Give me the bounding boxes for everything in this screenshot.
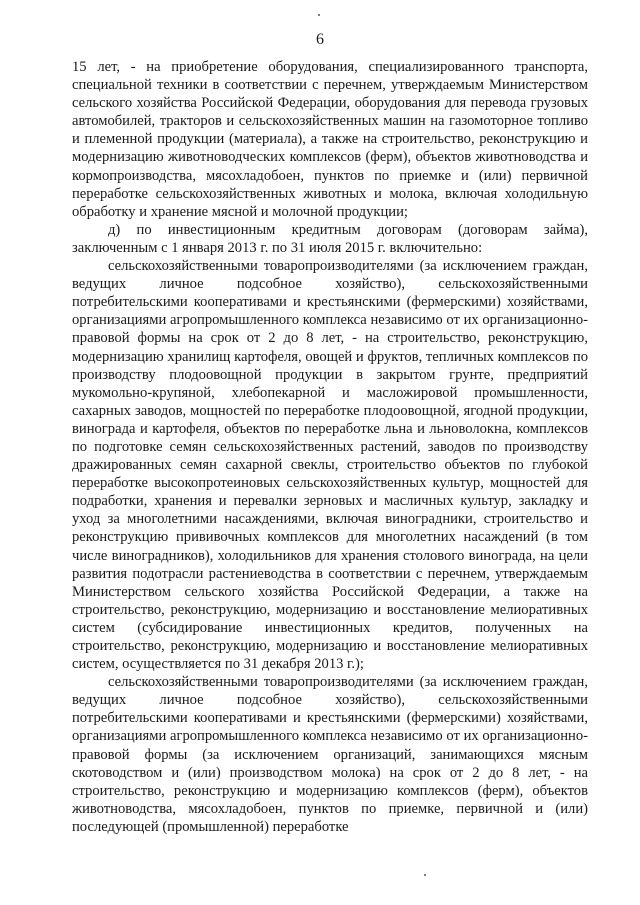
scan-speck xyxy=(424,874,426,876)
scan-speck xyxy=(318,14,320,16)
paragraph-crop-production: сельскохозяйственными товаропроизводителями (за исключением граждан, ведущих личное подсобное хозяйство), сельскохозяйственными потребительскими кооперативами и крестьянскими (фермерскими) хозяйствами, организациями агропромышленного комплекса независимо от их организационно-правовой формы на срок от 2 до 8 лет, - на строительство, реконструкцию, модернизацию хранилищ картофеля, овощей и фруктов, тепличных комплексов по производству плодоовощной продукции в закрытом грунте, предприятий мукомольно-крупяной, хлебопекарной и масложировой промышленности, сахарных заводов, мощностей по переработке плодоовощной, ягодной продукции, винограда и картофеля, объектов по переработке льна и льноволокна, комплексов по подготовке семян сельскохозяйственных растений, заводов по производству дражированных семян сахарной свеклы, строительство объектов по глубокой переработке высокопротеиновых сельскохозяйственных культур, мощностей для подработки, хранения и перевалки зерновых и масличных культур, закладку и уход за многолетними насаждениями, включая виноградники, строительство и реконструкцию прививочных комплексов для многолетних насаждений (в том числе виноградников), холодильников для хранения столового винограда, на цели развития подотрасли растениеводства в соответствии с перечнем, утверждаемым Министерством сельского хозяйства Российской Федерации, а также на строительство, реконструкцию, модернизацию и восстановление мелиоративных систем (субсидирование инвестиционных кредитов, полученных на строительство, реконструкцию, модернизацию и восстановление мелиоративных систем, осуществляется по 31 декабря 2013 г.); xyxy=(72,258,588,673)
paragraph-continuation: 15 лет, - на приобретение оборудования, специализированного транспорта, специальной техники в соответствии с перечнем, утверждаемым Министерством сельского хозяйства Российской Федерации, оборудования для перевода грузовых автомобилей, тракторов и сельскохозяйственных машин на газомоторное топливо и племенной продукции (материала), а также на строительство, реконструкцию и модернизацию животноводческих комплексов (ферм), объектов животноводства и кормопроизводства, мясохладобоен, пунктов по приемке и (или) первичной переработке сельскохозяйственных животных и молока, включая холодильную обработку и хранение мясной и молочной продукции; xyxy=(72,59,588,220)
paragraph-livestock: сельскохозяйственными товаропроизводителями (за исключением граждан, ведущих личное подсобное хозяйство), сельскохозяйственными потребительскими кооперативами и крестьянскими (фермерскими) хозяйствами, организациями агропромышленного комплекса независимо от их организационно-правовой формы (за исключением организаций, занимающихся мясным скотоводством и (или) производством молока) на срок от 2 до 8 лет, - на строительство, реконструкцию и модернизацию комплексов (ферм), объектов животноводства, мясохладобоен, пунктов по приемке, первичной и (или) последующей (промышленной) переработке xyxy=(72,674,588,835)
document-body xyxy=(72,58,588,836)
page-number: 6 xyxy=(316,31,324,48)
paragraph-item-d: д) по инвестиционным кредитным договорам (договорам займа), заключенным с 1 января 2013 г. по 31 июля 2015 г. включительно: xyxy=(72,221,588,256)
